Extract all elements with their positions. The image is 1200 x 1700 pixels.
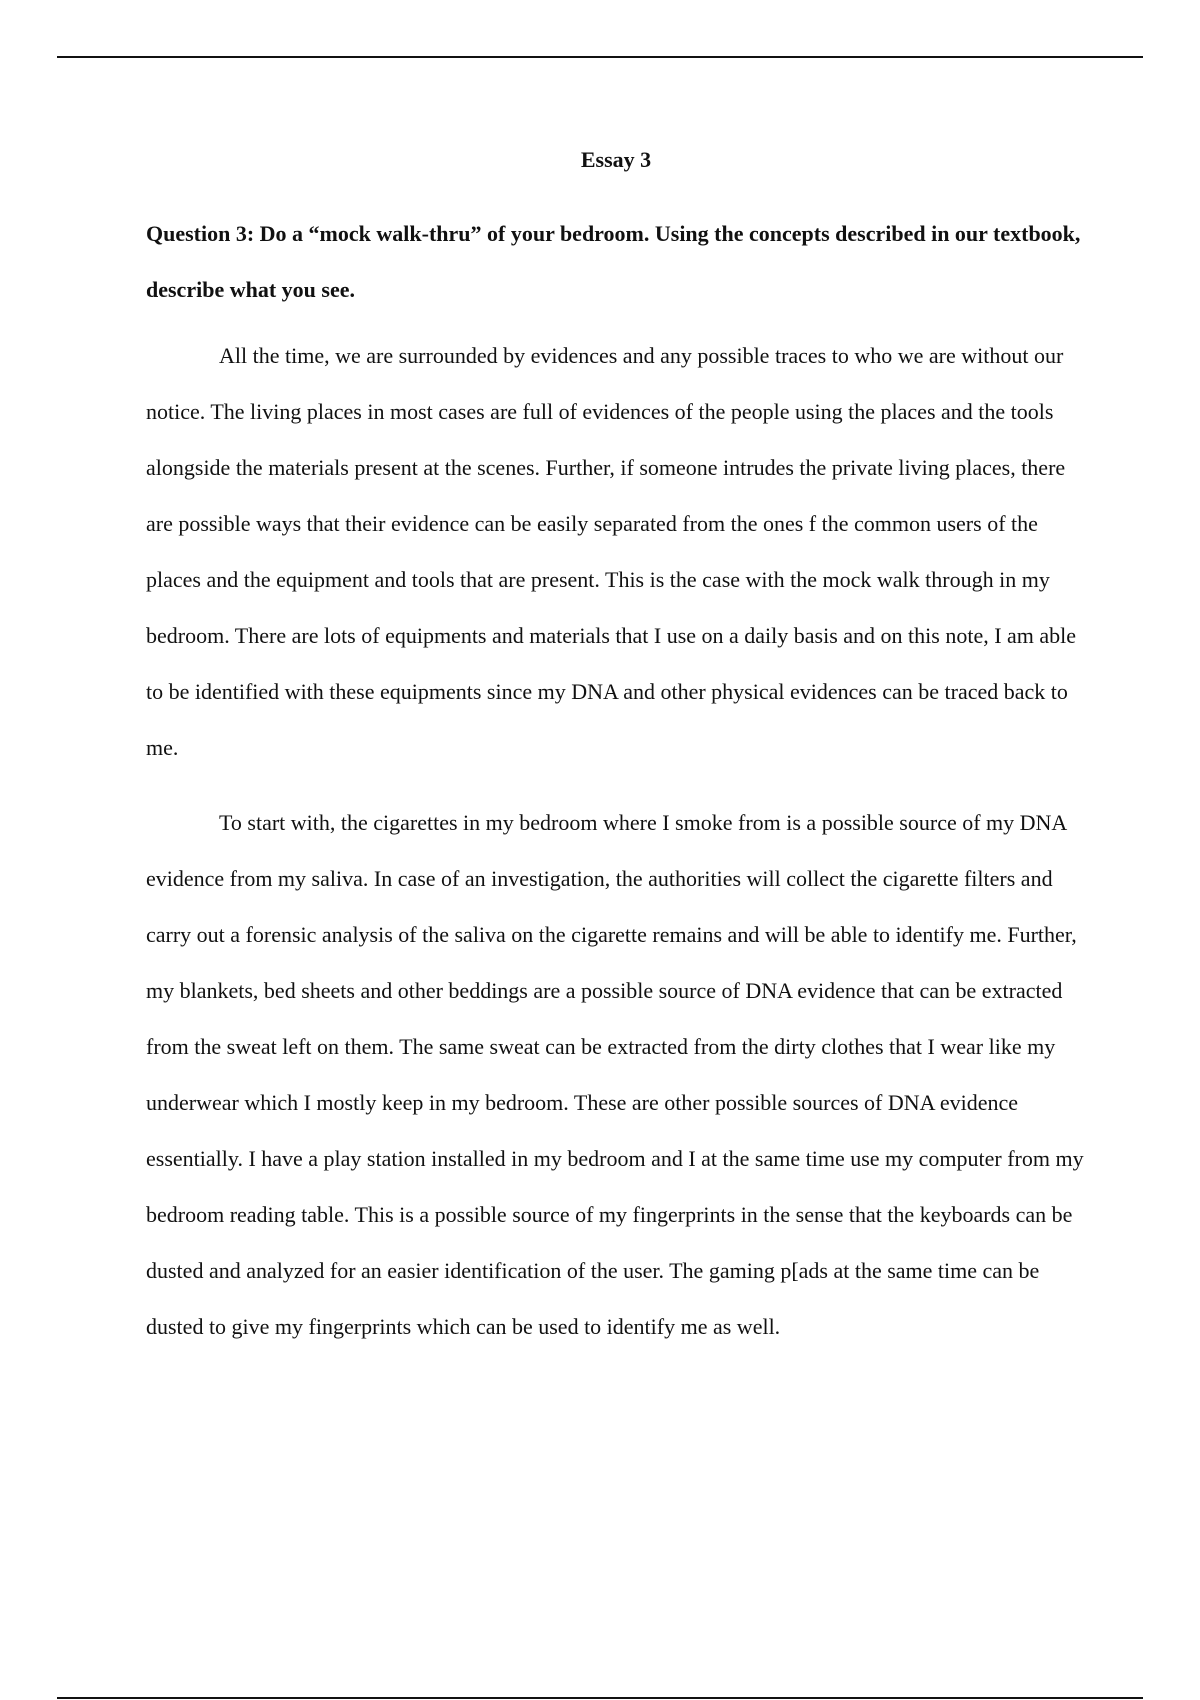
body-paragraph-1: All the time, we are surrounded by evidences and any possible traces to who we are without our notice. The living places in most cases are full of evidences of the people using the places and the tools alongside the materials present at the scenes. Further, if someone intrudes the private living places, there are possible ways that their evidence can be easily separated from the ones f the common users of the places and the equipment and tools that are present. This is the case with the mock walk through in my bedroom. There are lots of equipments and materials that I use on a daily basis and on this note, I am able to be identified with these equipments since my DNA and other physical evidences can be traced back to me. — [146, 343, 1077, 760]
top-divider — [57, 56, 1143, 58]
question-heading: Question 3: Do a “mock walk-thru” of your bedroom. Using the concepts described in our textbook, describe what you see. — [146, 221, 1081, 302]
essay-title: Essay 3 — [580, 147, 652, 172]
bottom-divider — [57, 1697, 1143, 1699]
document-page — [146, 140, 1086, 1374]
body-paragraph-2: To start with, the cigarettes in my bedroom where I smoke from is a possible source of my DNA evidence from my saliva. In case of an investigation, the authorities will collect the cigarette filters and carry out a forensic analysis of the saliva on the cigarette remains and will be able to identify me. Further, my blankets, bed sheets and other beddings are a possible source of DNA evidence that can be extracted from the sweat left on them. The same sweat can be extracted from the dirty clothes that I wear like my underwear which I mostly keep in my bedroom. These are other possible sources of DNA evidence essentially. I have a play station installed in my bedroom and I at the same time use my computer from my bedroom reading table. This is a possible source of my fingerprints in the sense that the keyboards can be dusted and analyzed for an easier identification of the user. The gaming p[ads at the same time can be dusted to give my fingerprints which can be used to identify me as well. — [146, 810, 1084, 1339]
